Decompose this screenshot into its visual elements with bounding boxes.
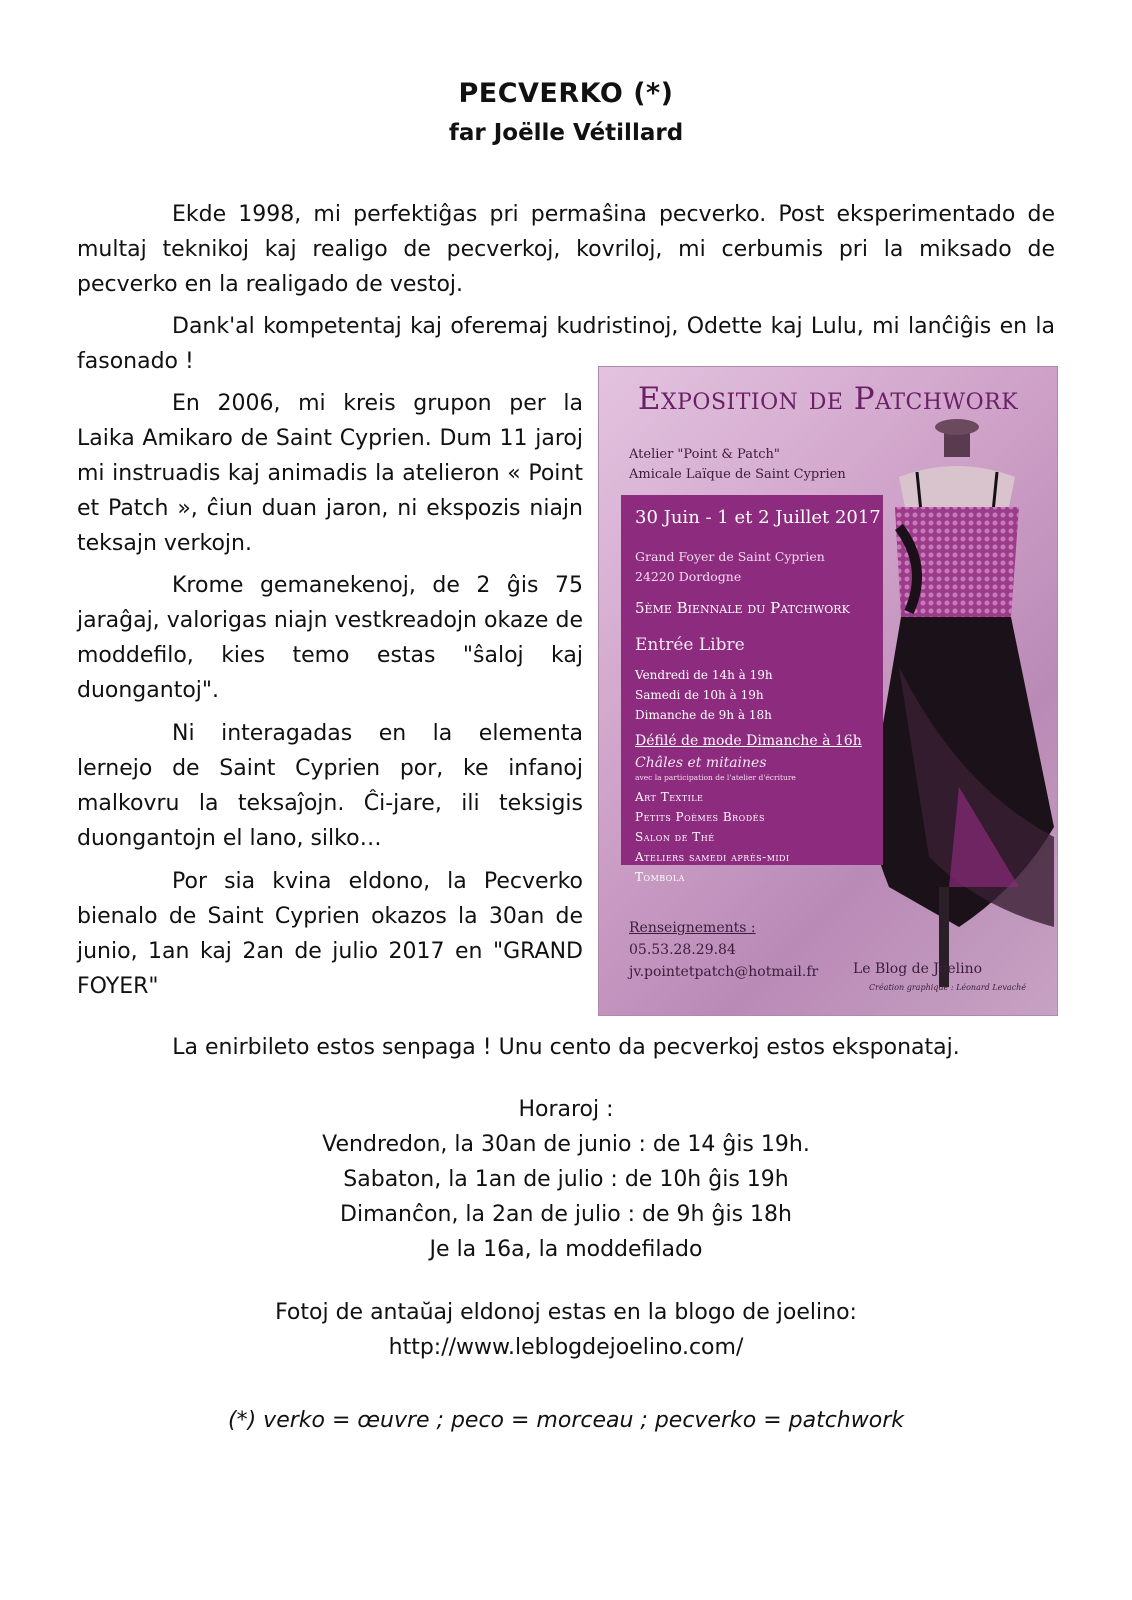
author-line: far Joëlle Vétillard — [448, 120, 684, 146]
poster-activity: Ateliers samedi après-midi — [635, 850, 790, 864]
poster-biennale: 5ème Biennale du Patchwork — [635, 599, 850, 617]
paragraph-2: Dank'al kompetentaj kaj oferemaj kudristinoj, Odette kaj Lulu, mi lanĉiĝis en la fasonado ! — [77, 314, 1055, 374]
poster-entree: Entrée Libre — [635, 635, 745, 655]
poster-activity: Salon de Thé — [635, 830, 715, 844]
photos-line: Fotoj de antaŭaj eldonoj estas en la blogo de joelino: — [275, 1300, 857, 1325]
paragraph-6: Por sia kvina eldono, la Pecverko bienalo de Saint Cyprien okazos la 30an de junio, 1an kaj 2an de julio 2017 en "GRAND FOYER" — [77, 869, 583, 999]
hours-line: Je la 16a, la moddefilado — [429, 1237, 703, 1262]
poster-chales-note: avec la participation de l'atelier d'écriture — [635, 773, 796, 782]
poster-hours-line: Dimanche de 9h à 18h — [635, 708, 772, 722]
paragraph-5: Ni interagadas en la elementa lernejo de Saint Cyprien por, ke infanoj malkovru la teksaĵojn. Ĉi-jare, ili teksigis duongantojn el lano, silko… — [77, 721, 583, 851]
poster-activity: Petits Poèmes Brodés — [635, 810, 765, 824]
poster-venue-line-1: Grand Foyer de Saint Cyprien — [635, 549, 825, 564]
poster-atelier-line-1: Atelier "Point & Patch" — [629, 447, 780, 462]
poster-defile: Défilé de mode Dimanche à 16h — [635, 733, 862, 749]
hours-line: Dimanĉon, la 2an de julio : de 9h ĝis 18h — [340, 1202, 792, 1227]
hours-line: Vendredon, la 30an de junio : de 14 ĝis 19h. — [322, 1132, 810, 1157]
exhibition-poster — [598, 366, 1058, 1016]
poster-activities — [635, 787, 790, 887]
poster-hours-line: Vendredi de 14h à 19h — [635, 668, 773, 682]
poster-credit: Création graphique : Léonard Levaché — [869, 983, 1027, 992]
paragraph-1: Ekde 1998, mi perfektiĝas pri permaŝina pecverko. Post eksperimentado de multaj teknikoj kaj realigo de pecverkoj, kovriloj, mi cerbumis pri la miksado de pecverko en la realigado de vestoj. — [77, 202, 1055, 297]
poster-title: Exposition de Patchwork — [637, 381, 1019, 417]
poster-atelier — [629, 445, 846, 485]
poster-chales: Châles et mitaines — [635, 755, 767, 771]
entry-line: La enirbileto estos senpaga ! Unu cento da pecverkoj estos eksponataj. — [172, 1035, 960, 1060]
poster-contact — [629, 917, 818, 983]
page-title: PECVERKO (*) — [458, 78, 674, 109]
paragraph-4: Krome gemanekenoj, de 2 ĝis 75 jaraĝaj, valorigas niajn vestkreadojn okaze de moddefilo, kies temo estas "ŝaloj kaj duongantoj". — [77, 573, 583, 703]
blog-url[interactable]: http://www.leblogdejoelino.com/ — [388, 1335, 744, 1360]
poster-dates: 30 Juin - 1 et 2 Juillet 2017 — [635, 507, 881, 528]
poster-hours-line: Samedi de 10h à 19h — [635, 688, 764, 702]
hours-line: Sabaton, la 1an de julio : de 10h ĝis 19h — [343, 1167, 789, 1192]
poster-hours — [635, 665, 773, 725]
poster-phone: 05.53.28.29.84 — [629, 942, 736, 958]
poster-blog: Le Blog de Joelino — [853, 961, 983, 977]
poster-venue — [635, 547, 825, 587]
poster-email: jv.pointetpatch@hotmail.fr — [629, 964, 819, 980]
hours-title: Horaroj : — [518, 1097, 614, 1122]
paragraph-3: En 2006, mi kreis grupon per la Laika Amikaro de Saint Cyprien. Dum 11 jaroj mi instruadis kaj animadis la atelieron « Point et Patch », ĉiun duan jaron, ni ekspozis niajn teksajn verkojn. — [77, 391, 583, 556]
poster-contact-label: Renseignements : — [629, 920, 756, 936]
poster-activity: Art Textile — [635, 790, 704, 804]
poster-venue-line-2: 24220 Dordogne — [635, 569, 742, 584]
footnote: (*) verko = œuvre ; peco = morceau ; pecverko = patchwork — [228, 1408, 904, 1433]
poster-atelier-line-2: Amicale Laïque de Saint Cyprien — [629, 467, 846, 482]
poster-activity: Tombola — [635, 870, 685, 884]
